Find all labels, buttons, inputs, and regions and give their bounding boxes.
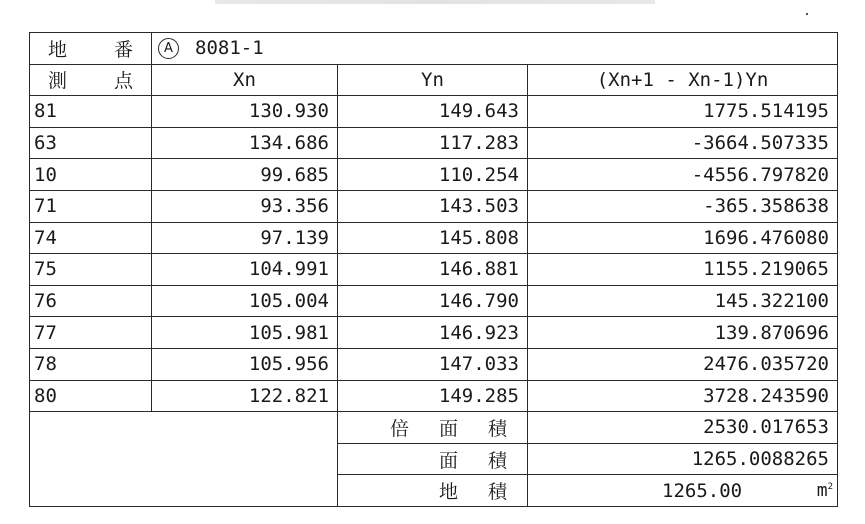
calc-cell: -3664.507335 <box>528 127 838 159</box>
calc-cell: -4556.797820 <box>528 159 838 191</box>
table-row <box>30 348 838 380</box>
y-cell: 149.285 <box>338 380 528 412</box>
square-meter-unit <box>817 480 833 501</box>
col-header-calc: (Xn+1 - Xn-1)Yn <box>528 64 838 96</box>
lot-number: 8081-1 <box>195 37 264 60</box>
y-cell: 143.503 <box>338 190 528 222</box>
table-row <box>30 285 838 317</box>
land-area-label-cell <box>338 475 528 507</box>
col-header-y: Yn <box>338 64 528 96</box>
point-cell: 77 <box>30 317 152 349</box>
table-row <box>30 127 838 159</box>
circled-a-badge: A <box>158 38 179 59</box>
double-area-row <box>30 412 838 444</box>
point-cell: 10 <box>30 159 152 191</box>
double-area-char: 面 <box>438 417 458 440</box>
area-label-cell <box>338 443 528 475</box>
calc-cell: -365.358638 <box>528 190 838 222</box>
y-cell: 149.643 <box>338 96 528 128</box>
x-cell: 99.685 <box>152 159 338 191</box>
calc-cell: 3728.243590 <box>528 380 838 412</box>
land-area-value-cell <box>528 475 838 507</box>
double-area-char: 倍 <box>389 417 409 440</box>
lot-label-cell <box>30 33 152 65</box>
x-cell: 122.821 <box>152 380 338 412</box>
unit-superscript: 2 <box>827 482 833 493</box>
point-cell: 78 <box>30 348 152 380</box>
calc-cell: 1155.219065 <box>528 254 838 286</box>
x-cell: 130.930 <box>152 96 338 128</box>
x-cell: 93.356 <box>152 190 338 222</box>
lot-row <box>30 33 838 65</box>
area-value: 1265.0088265 <box>528 443 838 475</box>
x-cell: 105.956 <box>152 348 338 380</box>
y-cell: 110.254 <box>338 159 528 191</box>
lot-value-cell <box>152 33 838 65</box>
y-cell: 145.808 <box>338 222 528 254</box>
calc-cell: 139.870696 <box>528 317 838 349</box>
x-cell: 104.991 <box>152 254 338 286</box>
col-header-x: Xn <box>152 64 338 96</box>
area-calculation-table <box>29 32 838 507</box>
y-cell: 117.283 <box>338 127 528 159</box>
y-cell: 146.881 <box>338 254 528 286</box>
point-cell: 76 <box>30 285 152 317</box>
faint-header-mark <box>215 0 655 4</box>
land-area-char: 地 <box>438 481 458 504</box>
table-row <box>30 222 838 254</box>
table-row <box>30 159 838 191</box>
land-area-value: 1265.00 <box>662 479 743 502</box>
x-cell: 105.004 <box>152 285 338 317</box>
land-area-char: 積 <box>487 481 507 504</box>
speck <box>806 13 808 15</box>
x-cell: 134.686 <box>152 127 338 159</box>
point-cell: 81 <box>30 96 152 128</box>
point-cell: 71 <box>30 190 152 222</box>
table-row <box>30 96 838 128</box>
calc-cell: 2476.035720 <box>528 348 838 380</box>
table-row <box>30 317 838 349</box>
calc-cell: 1775.514195 <box>528 96 838 128</box>
table-row <box>30 380 838 412</box>
calc-cell: 145.322100 <box>528 285 838 317</box>
lot-label-char: 地 <box>48 38 68 61</box>
double-area-label-cell <box>338 412 528 444</box>
point-cell: 74 <box>30 222 152 254</box>
y-cell: 146.790 <box>338 285 528 317</box>
point-label-char: 測 <box>48 70 68 93</box>
unit-symbol: m <box>816 480 828 502</box>
point-cell: 63 <box>30 127 152 159</box>
table-row <box>30 254 838 286</box>
double-area-char: 積 <box>487 417 507 440</box>
column-header-row <box>30 64 838 96</box>
point-label-char: 点 <box>113 70 133 93</box>
point-cell: 80 <box>30 380 152 412</box>
y-cell: 147.033 <box>338 348 528 380</box>
area-char: 積 <box>487 449 507 472</box>
lot-label-char: 番 <box>113 38 133 61</box>
point-cell: 75 <box>30 254 152 286</box>
calc-cell: 1696.476080 <box>528 222 838 254</box>
double-area-value: 2530.017653 <box>528 412 838 444</box>
x-cell: 97.139 <box>152 222 338 254</box>
summary-blank-cell <box>30 412 338 507</box>
point-label-cell <box>30 64 152 96</box>
x-cell: 105.981 <box>152 317 338 349</box>
y-cell: 146.923 <box>338 317 528 349</box>
table-row <box>30 190 838 222</box>
area-char: 面 <box>438 449 458 472</box>
